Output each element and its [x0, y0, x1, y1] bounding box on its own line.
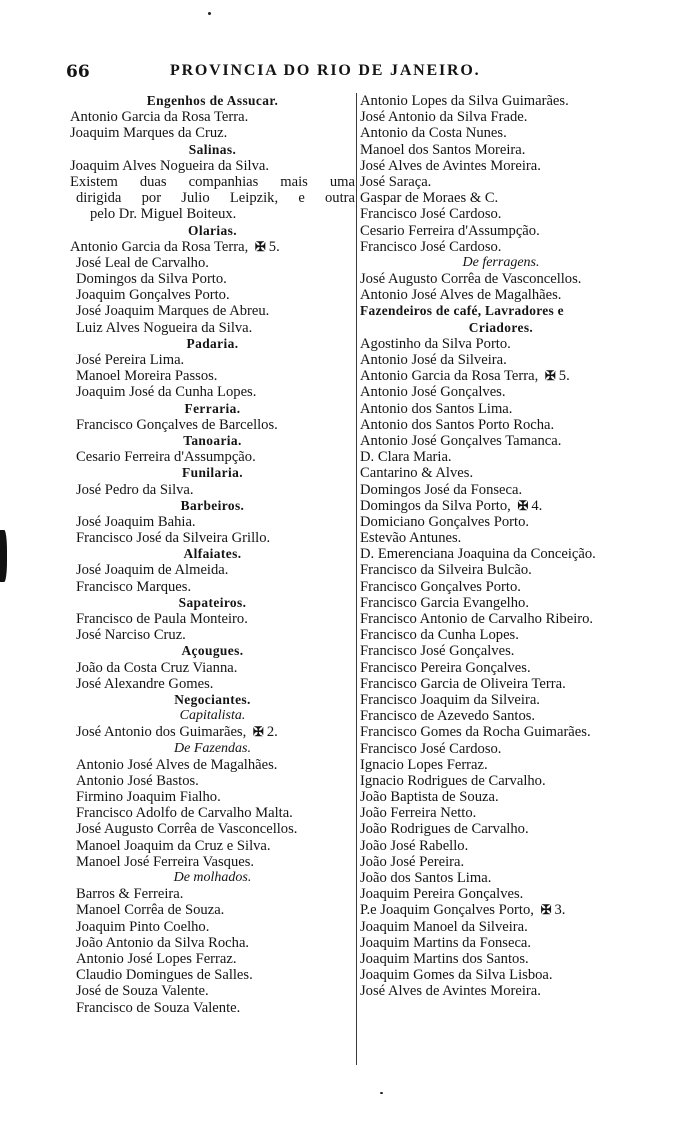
order-number: 3. — [554, 902, 566, 919]
list-item: José Saraça. — [360, 173, 432, 190]
list-item: Claudio Domingues de Salles. — [76, 967, 253, 984]
list-item: José Alves de Avintes Moreira. — [360, 157, 541, 174]
note-line: Existem duas companhias mais uma — [70, 173, 355, 190]
list-item: Francisco José da Silveira Grillo. — [76, 530, 271, 547]
list-item: Antonio José Bastos. — [76, 772, 199, 789]
order-cross-icon: ✠ — [254, 238, 266, 254]
subsection-heading: De ferragens. — [462, 254, 540, 270]
note-line: dirigida por Julio Leipzik, e outra — [76, 190, 355, 207]
list-item: Antonio José da Silveira. — [360, 352, 507, 368]
list-item: João Rodrigues de Carvalho. — [360, 821, 529, 838]
list-item: Joaquim Pereira Gonçalves. — [360, 886, 524, 903]
list-item: Luiz Alves Nogueira da Silva. — [76, 319, 253, 336]
list-item: Antonio dos Santos Lima. — [360, 400, 513, 417]
list-item: Firmino Joaquim Fialho. — [76, 789, 221, 806]
list-item: José Pereira Lima. — [76, 352, 185, 368]
cross-icon: ✠ — [252, 724, 264, 740]
list-item: Antonio dos Santos Porto Rocha. — [360, 416, 555, 433]
list-item: Antonio José Lopes Ferraz. — [76, 950, 237, 967]
list-item: Cesario Ferreira d'Assumpção. — [360, 222, 540, 239]
list-item: Francisco Gomes da Rocha Guimarães. — [360, 724, 591, 741]
list-item: Francisco de Paula Monteiro. — [76, 611, 248, 627]
order-number: 2. — [266, 724, 278, 741]
list-item: Francisco Garcia Evangelho. — [360, 594, 529, 611]
list-item: Antonio José Alves de Magalhães. — [360, 287, 562, 304]
list-item: D. Clara Maria. — [360, 449, 452, 466]
list-item: João Baptista de Souza. — [360, 789, 499, 806]
list-item: Manoel José Ferreira Vasques. — [76, 853, 255, 870]
list-item: Antonio José Alves de Magalhães. — [76, 756, 278, 773]
cross-icon: ✠ — [540, 902, 552, 918]
list-item: Joaquim Manoel da Silveira. — [360, 918, 528, 935]
list-item: Francisco José Cardoso. — [360, 238, 502, 255]
list-item: José de Souza Valente. — [76, 983, 209, 1000]
section-heading: Ferraria. — [184, 400, 241, 416]
list-item: Francisco da Silveira Bulcão. — [360, 562, 532, 579]
order-cross-icon: ✠ — [517, 497, 529, 513]
section-heading: Alfaiates. — [183, 546, 242, 562]
list-item: João José Pereira. — [360, 853, 465, 870]
list-item: José Joaquim Marques de Abreu. — [76, 303, 270, 320]
list-item: Francisco Garcia de Oliveira Terra. — [360, 675, 566, 692]
list-item: José Joaquim Bahia. — [76, 513, 196, 530]
order-number: 5. — [268, 238, 280, 255]
list-item: Gaspar de Moraes & C. — [360, 190, 499, 207]
list-item — [70, 724, 355, 740]
speck — [208, 12, 211, 15]
list-item: Joaquim Martins dos Santos. — [360, 950, 529, 967]
left-column — [70, 93, 355, 1016]
list-item-name: José Antonio dos Guimarães, — [76, 724, 247, 741]
list-item: Francisco Marques. — [76, 578, 192, 595]
order-number: 5. — [558, 368, 570, 385]
ink-blot — [0, 530, 7, 582]
list-item: João dos Santos Lima. — [360, 870, 492, 886]
order-cross-icon: ✠ — [544, 368, 556, 384]
section-heading: Olarias. — [188, 222, 237, 238]
list-item: Ignacio Lopes Ferraz. — [360, 756, 488, 773]
list-item-name: Antonio Garcia da Rosa Terra, — [70, 238, 249, 255]
list-item: Francisco Joaquim da Silveira. — [360, 691, 540, 708]
list-item: Joaquim Alves Nogueira da Silva. — [70, 157, 270, 174]
list-item: Joaquim Gonçalves Porto. — [76, 287, 230, 304]
section-heading: Padaria. — [186, 335, 239, 351]
page-number: 66 — [66, 62, 90, 82]
list-item: Francisco de Azevedo Santos. — [360, 708, 536, 725]
section-heading-continued: Criadores. — [468, 319, 534, 335]
list-item: João da Costa Cruz Vianna. — [76, 659, 238, 676]
list-item: Joaquim Martins da Fonseca. — [360, 934, 532, 951]
list-item-name: Antonio Garcia da Rosa Terra, — [360, 368, 539, 385]
list-item: João Antonio da Silva Rocha. — [76, 934, 250, 951]
speck — [380, 1092, 383, 1094]
section-heading: Tanoaria. — [183, 432, 242, 448]
list-item: José Joaquim de Almeida. — [76, 562, 229, 579]
right-column — [360, 93, 642, 1000]
list-item: José Leal de Carvalho. — [76, 254, 209, 271]
list-item: João Ferreira Netto. — [360, 805, 477, 822]
list-item-name: Domingos da Silva Porto, — [360, 497, 511, 514]
list-item: Antonio Garcia da Rosa Terra. — [70, 109, 249, 126]
list-item: Manoel dos Santos Moreira. — [360, 141, 526, 158]
list-item: D. Emerenciana Joaquina da Conceição. — [360, 546, 596, 563]
list-item: João José Rabello. — [360, 837, 469, 854]
list-item: Agostinho da Silva Porto. — [360, 335, 511, 352]
list-item: Domingos José da Fonseca. — [360, 481, 523, 498]
section-heading: Sapateiros. — [178, 594, 247, 610]
list-item: Francisco Antonio de Carvalho Ribeiro. — [360, 611, 594, 627]
section-heading: Fazendeiros de café, Lavradores e — [360, 303, 564, 319]
section-heading: Salinas. — [188, 141, 237, 157]
list-item: Francisco Gonçalves de Barcellos. — [76, 416, 278, 433]
list-item: Francisco José Cardoso. — [360, 206, 502, 223]
list-item: Manoel Joaquim da Cruz e Silva. — [76, 837, 271, 854]
list-item: José Pedro da Silva. — [76, 481, 194, 498]
list-item: Francisco Pereira Gonçalves. — [360, 659, 531, 676]
list-item: José Alves de Avintes Moreira. — [360, 983, 541, 1000]
column-divider — [356, 93, 357, 1065]
section-heading: Açougues. — [181, 643, 244, 659]
list-item: Joaquim Pinto Coelho. — [76, 918, 210, 935]
list-item: Antonio da Costa Nunes. — [360, 125, 507, 142]
list-item: Francisco Adolfo de Carvalho Malta. — [76, 805, 293, 822]
list-item: Domingos da Silva Porto. — [76, 271, 227, 288]
section-heading: Engenhos de Assucar. — [146, 93, 279, 108]
list-item — [360, 498, 642, 514]
list-item: Cantarino & Alves. — [360, 465, 474, 482]
note-line: pelo Dr. Miguel Boiteux. — [90, 206, 237, 223]
list-item: Ignacio Rodrigues de Carvalho. — [360, 772, 546, 789]
list-item: Cesario Ferreira d'Assumpção. — [76, 449, 256, 466]
list-item: Antonio José Gonçalves Tamanca. — [360, 432, 562, 449]
list-item: José Narciso Cruz. — [76, 627, 186, 644]
list-item: Joaquim Marques da Cruz. — [70, 125, 228, 142]
list-item-name: P.e Joaquim Gonçalves Porto, — [360, 902, 534, 919]
section-heading: Barbeiros. — [180, 497, 245, 513]
list-item: Francisco José Gonçalves. — [360, 643, 515, 660]
page-title: PROVINCIA DO RIO DE JANEIRO. — [170, 62, 481, 79]
subsection-heading: De Fazendas. — [174, 740, 251, 756]
list-item: Estevão Antunes. — [360, 530, 462, 547]
section-heading: Funilaria. — [182, 465, 243, 481]
list-item — [360, 368, 642, 384]
list-item: Antonio José Gonçalves. — [360, 384, 506, 401]
list-item: Manoel Corrêa de Souza. — [76, 902, 225, 919]
list-item — [360, 902, 642, 918]
list-item: Barros & Ferreira. — [76, 886, 184, 903]
list-item: José Augusto Corrêa de Vasconcellos. — [360, 271, 582, 288]
list-item: Manoel Moreira Passos. — [76, 368, 218, 385]
subsection-heading: Capitalista. — [179, 708, 246, 724]
subsection-heading: De molhados. — [173, 870, 252, 885]
list-item: Joaquim José da Cunha Lopes. — [76, 384, 257, 401]
list-item — [70, 239, 355, 255]
list-item: Domiciano Gonçalves Porto. — [360, 513, 530, 530]
list-item: Antonio Lopes da Silva Guimarães. — [360, 93, 569, 109]
list-item: Francisco de Souza Valente. — [76, 999, 241, 1016]
running-header — [66, 62, 546, 84]
list-item: José Augusto Corrêa de Vasconcellos. — [76, 821, 298, 838]
list-item: José Alexandre Gomes. — [76, 675, 214, 692]
section-heading: Negociantes. — [174, 691, 251, 707]
order-number: 4. — [531, 497, 543, 514]
list-item: Francisco José Cardoso. — [360, 740, 502, 757]
list-item: José Antonio da Silva Frade. — [360, 109, 528, 126]
list-item: Francisco Gonçalves Porto. — [360, 578, 521, 595]
list-item: Joaquim Gomes da Silva Lisboa. — [360, 967, 553, 984]
list-item: Francisco da Cunha Lopes. — [360, 627, 519, 644]
